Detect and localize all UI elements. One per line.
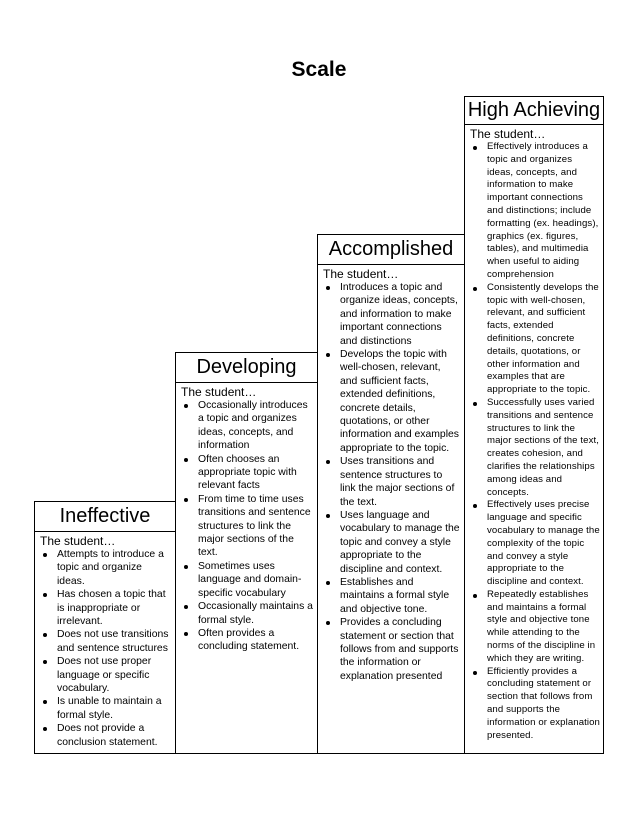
list-item: Effectively uses precise language and specific vocabulary to manage the complexity of the topic and convey a style appropriate to the discipline and context. [487, 499, 600, 588]
column-heading: Accomplished [318, 235, 464, 265]
column-heading: High Achieving [465, 97, 603, 125]
list-item: Often provides a concluding statement. [198, 627, 313, 654]
criteria-list [35, 548, 175, 749]
list-item: Consistently develops the topic with well-chosen, relevant, and sufficient facts, extended definitions, concrete details, quotations, or other information and examples that are appropriate to the topic. [487, 281, 599, 396]
list-item: Successfully uses varied transitions and sentence structures to link the major sections of the text, creates cohesion, and clarifies the relationships among ideas and concepts. [487, 396, 600, 498]
list-item: Efficiently provides a concluding statement or section that follows from and supports the information or explanation presented. [487, 665, 600, 741]
list-item: Introduces a topic and organize ideas, concepts, and information to make important connections and distinctions [340, 281, 460, 348]
list-item: Occasionally introduces a topic and organizes ideas, concepts, and information [198, 399, 313, 453]
page-title: Scale [291, 58, 347, 81]
criteria-list [318, 281, 464, 683]
list-item: Sometimes uses language and domain-specific vocabulary [198, 560, 313, 600]
list-item: From time to time uses transitions and sentence structures to link the major sections of the text. [198, 493, 313, 560]
list-item: Effectively introduces a topic and organizes ideas, concepts, and information to make important connections and distinctions; include formatting (ex. headings), graphics (ex. figures, tables), and multimedia when useful to aiding comprehension [487, 141, 599, 280]
column-heading: Ineffective [35, 502, 175, 532]
list-item: Does not use proper language or specific vocabulary. [57, 655, 171, 695]
column-intro: The student… [323, 267, 399, 281]
list-item: Occasionally maintains a formal style. [198, 601, 313, 626]
column-intro: The student… [40, 534, 116, 548]
column-heading: Developing [176, 353, 317, 383]
list-item: Provides a concluding statement or section that follows from and supports the information or explanation presented [340, 617, 459, 682]
column-developing [175, 352, 318, 754]
list-item: Does not use transitions and sentence structures [57, 628, 171, 655]
criteria-list [176, 399, 317, 654]
column-high-achieving [464, 96, 604, 754]
list-item: Attempts to introduce a topic and organize ideas. [57, 548, 171, 588]
criteria-list [465, 141, 603, 742]
list-item: Uses language and vocabulary to manage the topic and convey a style appropriate to the discipline and context. [340, 509, 460, 575]
list-item: Develops the topic with well-chosen, relevant, and sufficient facts, extended definitions, concrete details, quotations, or other information and examples appropriate to the topic. [340, 349, 459, 454]
column-ineffective [34, 501, 176, 754]
list-item: Often chooses an appropriate topic with relevant facts [198, 453, 313, 493]
list-item: Has chosen a topic that is inappropriate or irrelevant. [57, 588, 171, 628]
column-intro: The student… [181, 385, 257, 399]
column-intro: The student… [470, 127, 546, 141]
list-item: Repeatedly establishes and maintains a formal style and objective tone while attending to the norms of the discipline in which they are writing. [487, 589, 600, 666]
list-item: Does not provide a conclusion statement. [57, 722, 171, 749]
column-accomplished [317, 234, 465, 754]
list-item: Establishes and maintains a formal style and objective tone. [340, 576, 460, 616]
list-item: Is unable to maintain a formal style. [57, 695, 171, 722]
list-item: Uses transitions and sentence structures to link the major sections of the text. [340, 455, 460, 509]
